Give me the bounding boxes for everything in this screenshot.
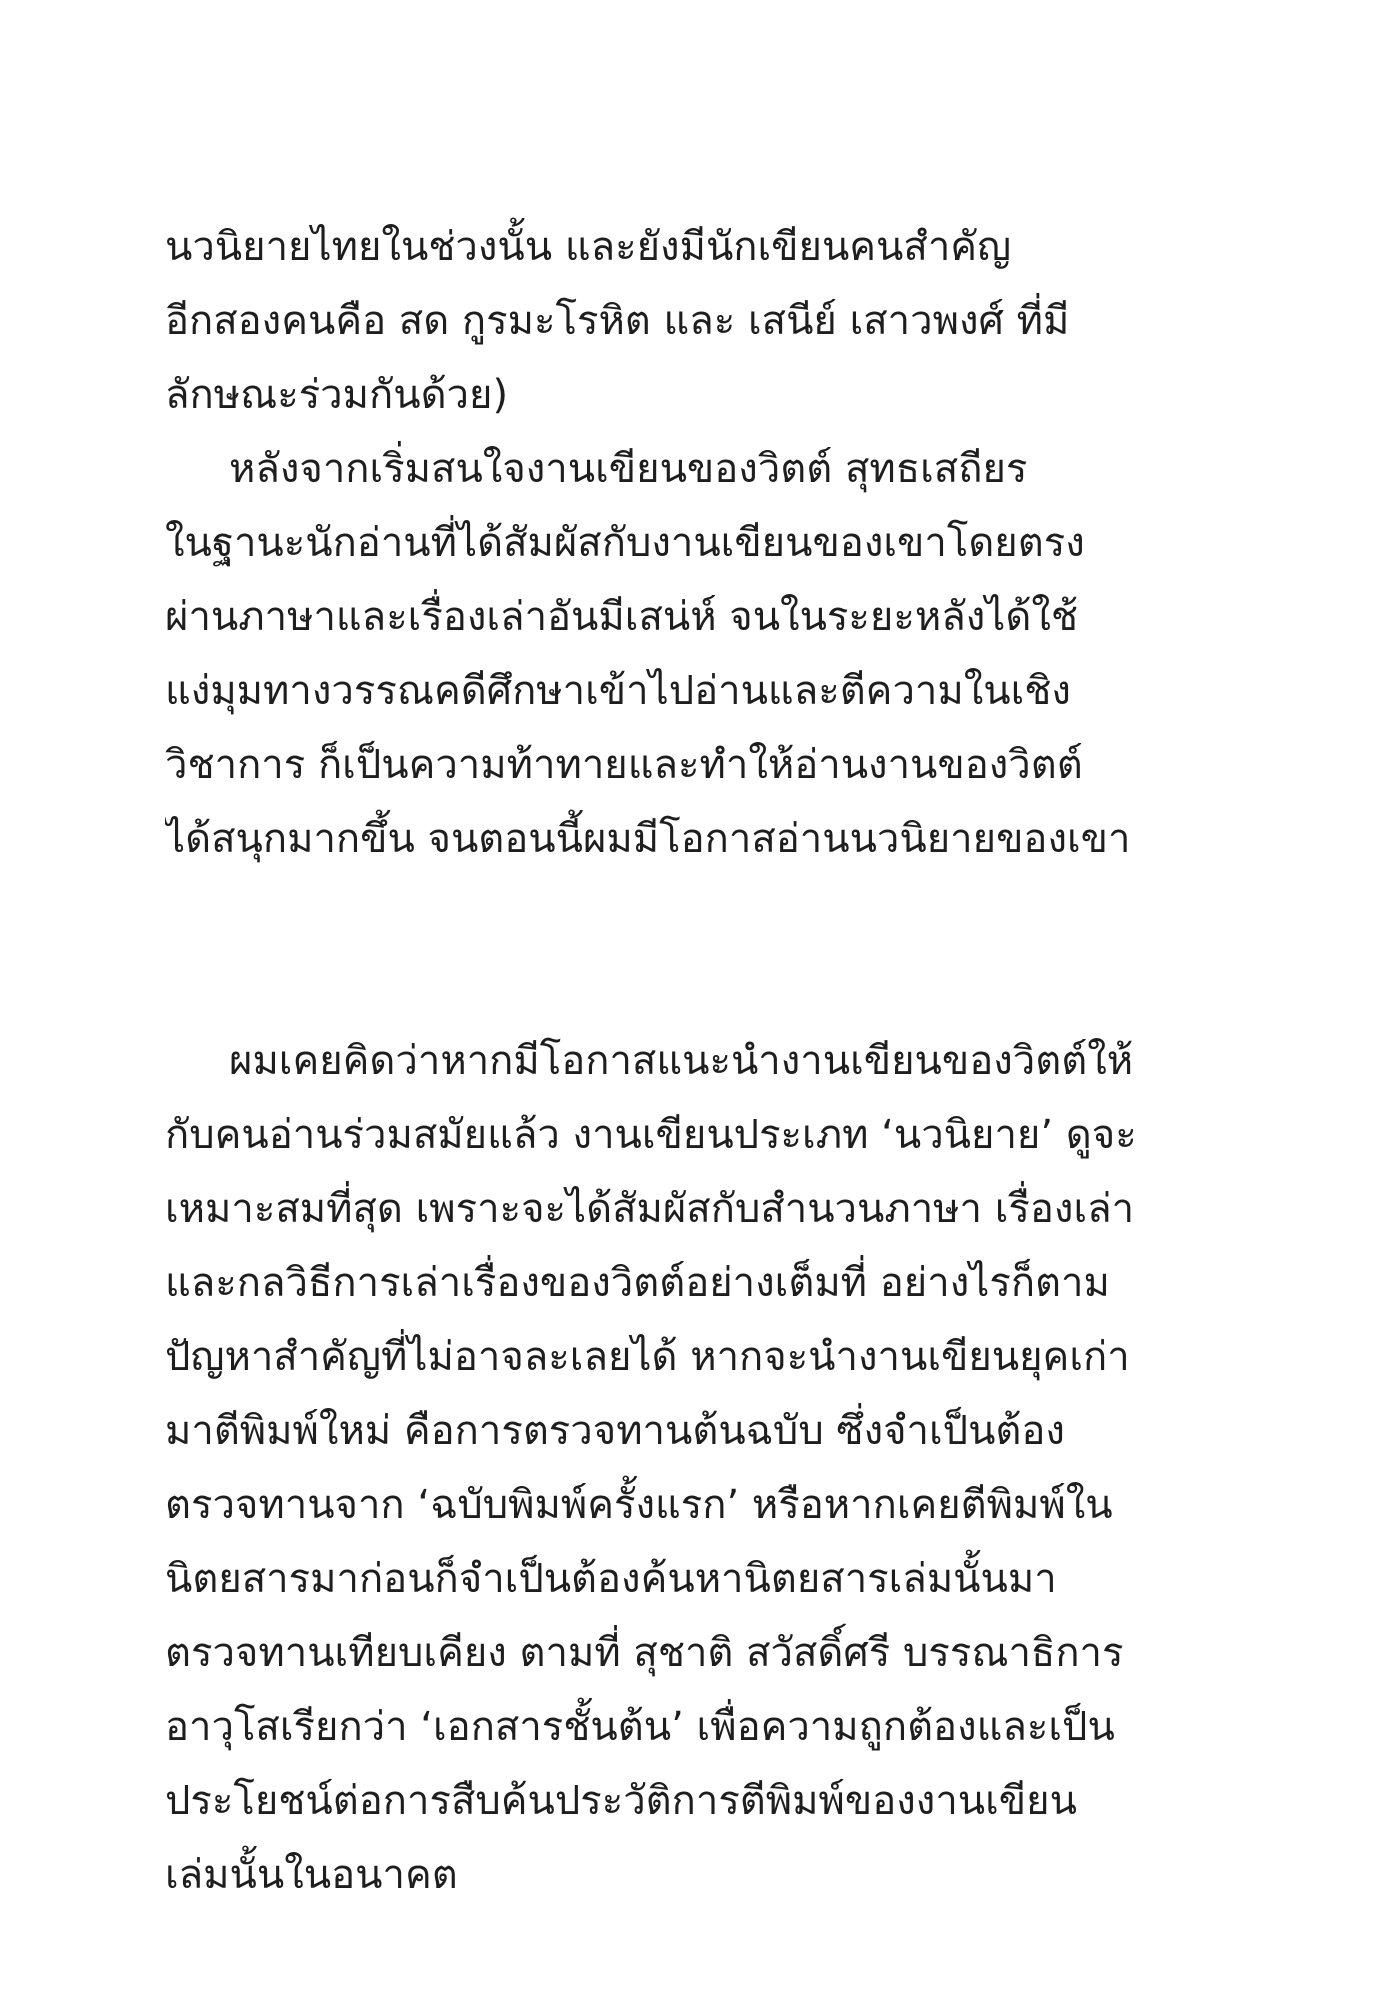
body-text bbox=[165, 210, 1165, 1912]
text-line: ในฐานะนักอ่านที่ได้สัมผัสกับงานเขียนของเขาโดยตรง bbox=[165, 520, 1085, 566]
text-line: อาวุโสเรียกว่า ‘เอกสารชั้นต้น’ เพื่อความถูกต้องและเป็น bbox=[165, 1704, 1115, 1750]
paragraph-first-line: ผมเคยคิดว่าหากมีโอกาสแนะนำงานเขียนของวิตต์ให้ bbox=[229, 1038, 1134, 1084]
text-line: แง่มุมทางวรรณคดีศึกษาเข้าไปอ่านและตีความในเชิง bbox=[165, 668, 1071, 714]
text-line: ลักษณะร่วมกันด้วย) bbox=[165, 372, 509, 418]
text-line: มาตีพิมพ์ใหม่ คือการตรวจทานต้นฉบับ ซึ่งจำเป็นต้อง bbox=[165, 1408, 1065, 1454]
text-line: และกลวิธีการเล่าเรื่องของวิตต์อย่างเต็มที่ อย่างไรก็ตาม bbox=[165, 1260, 1110, 1306]
text-line: เล่มนั้นในอนาคต bbox=[165, 1852, 458, 1898]
text-line: นวนิยายไทยในช่วงนั้น และยังมีนักเขียนคนสำคัญ bbox=[165, 224, 1012, 270]
text-line: ได้สนุกมากขึ้น จนตอนนี้ผมมีโอกาสอ่านนวนิยายของเขา bbox=[165, 816, 1131, 862]
text-line bbox=[165, 950, 1165, 1024]
text-line: ตรวจทานจาก ‘ฉบับพิมพ์ครั้งแรก’ หรือหากเคยตีพิมพ์ใน bbox=[165, 1482, 1113, 1528]
text-line: อีกสองคนคือ สด กูรมะโรหิต และ เสนีย์ เสาวพงศ์ ที่มี bbox=[165, 298, 1070, 344]
text-line: ประโยชน์ต่อการสืบค้นประวัติการตีพิมพ์ของงานเขียน bbox=[165, 1778, 1077, 1824]
text-line: ผ่านภาษาและเรื่องเล่าอันมีเสน่ห์ จนในระยะหลังได้ใช้ bbox=[165, 594, 1079, 640]
text-line: เหมาะสมที่สุด เพราะจะได้สัมผัสกับสำนวนภาษา เรื่องเล่า bbox=[165, 1186, 1135, 1232]
text-line bbox=[165, 876, 1165, 950]
paragraph-first-line: หลังจากเริ่มสนใจงานเขียนของวิตต์ สุทธเสถียร bbox=[229, 446, 1028, 492]
text-line: ตรวจทานเทียบเคียง ตามที่ สุชาติ สวัสดิ์ศรี บรรณาธิการ bbox=[165, 1630, 1124, 1676]
text-line: ปัญหาสำคัญที่ไม่อาจละเลยได้ หากจะนำงานเขียนยุคเก่า bbox=[165, 1334, 1130, 1380]
text-line: วิชาการ ก็เป็นความท้าทายและทำให้อ่านงานของวิตต์ bbox=[165, 742, 1083, 788]
text-line: นิตยสารมาก่อนก็จำเป็นต้องค้นหานิตยสารเล่มนั้นมา bbox=[165, 1556, 1057, 1602]
text-line: กับคนอ่านร่วมสมัยแล้ว งานเขียนประเภท ‘นวนิยาย’ ดูจะ bbox=[165, 1112, 1137, 1158]
